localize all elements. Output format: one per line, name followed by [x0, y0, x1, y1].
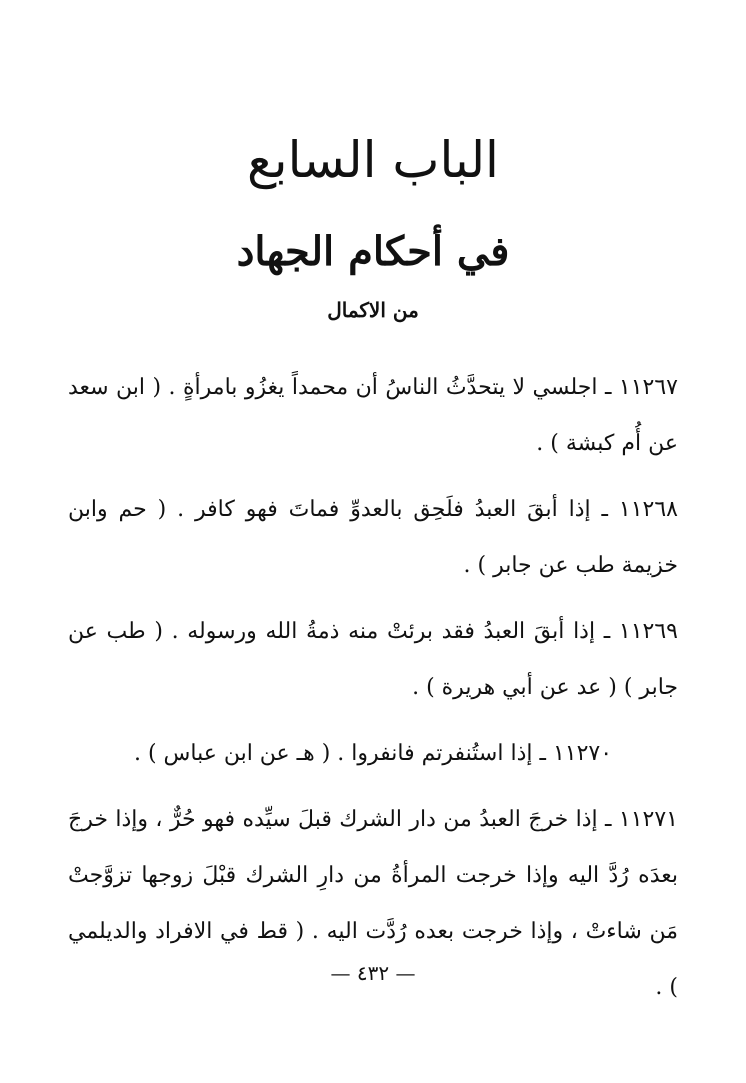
hadith-entry-11268: ١١٢٦٨ ـ إذا أبقَ العبدُ فلَحِق بالعدوِّ فماتَ فهو كافر . ( حم وابن خزيمة طب عن جابر ) . [68, 497, 678, 578]
page-number: — ٤٣٢ — [330, 961, 416, 985]
entry-text: إذا استُنفرتم فانفروا . ( هـ عن ابن عباس ) . [133, 741, 533, 766]
hadith-entry-11270: ١١٢٧٠ ـ إذا استُنفرتم فانفروا . ( هـ عن ابن عباس ) . [133, 741, 613, 766]
entry-number: ١١٢٧١ [618, 807, 678, 832]
hadith-entry-11269: ١١٢٦٩ ـ إذا أبقَ العبدُ فقد برئتْ منه ذمةُ الله ورسوله . ( طب عن جابر ) ( عد عن أبي هريرة ) . [68, 619, 678, 700]
entry-number: ١١٢٧٠ [552, 741, 613, 766]
entry-text: إذا أبقَ العبدُ فلَحِق بالعدوِّ فماتَ فهو كافر . ( حم وابن خزيمة طب عن جابر ) . [68, 497, 678, 578]
hadith-entry-11271: ١١٢٧١ ـ إذا خرجَ العبدُ من دار الشرك قبلَ سيِّده فهو حُرٌّ ، وإذا خرجَ بعدَه رُدَّ اليه وإذا خرجت المرأةُ من دارِ الشرك قبْلَ زوجها تزوَّجتْ مَن شاءتْ ، وإذا خرجت بعده رُدَّت اليه . ( قط في الافراد والديلمي ) . [68, 807, 678, 1000]
chapter-title: الباب السابع [247, 131, 499, 189]
chapter-subtitle: في أحكام الجهاد [236, 228, 510, 275]
source-label: من الاكمال [327, 298, 419, 322]
entry-number: ١١٢٦٩ [618, 619, 678, 644]
hadith-list [68, 360, 678, 1016]
entry-text: اجلسي لا يتحدَّثُ الناسُ أن محمداً يغزُو بامرأةٍ . ( ابن سعد عن أُم كبشة ) . [68, 375, 678, 456]
entry-number: ١١٢٦٨ [618, 497, 678, 522]
hadith-entry-11267: ١١٢٦٧ ـ اجلسي لا يتحدَّثُ الناسُ أن محمداً يغزُو بامرأةٍ . ( ابن سعد عن أُم كبشة ) . [68, 375, 678, 456]
entry-text: إذا أبقَ العبدُ فقد برئتْ منه ذمةُ الله ورسوله . ( طب عن جابر ) ( عد عن أبي هريرة ) . [68, 619, 678, 700]
entry-text: إذا خرجَ العبدُ من دار الشرك قبلَ سيِّده فهو حُرٌّ ، وإذا خرجَ بعدَه رُدَّ اليه وإذا خرجت المرأةُ من دارِ الشرك قبْلَ زوجها تزوَّجتْ مَن شاءتْ ، وإذا خرجت بعده رُدَّت اليه . ( قط في الافراد والديلمي ) . [68, 807, 678, 1000]
entry-number: ١١٢٦٧ [618, 375, 678, 400]
